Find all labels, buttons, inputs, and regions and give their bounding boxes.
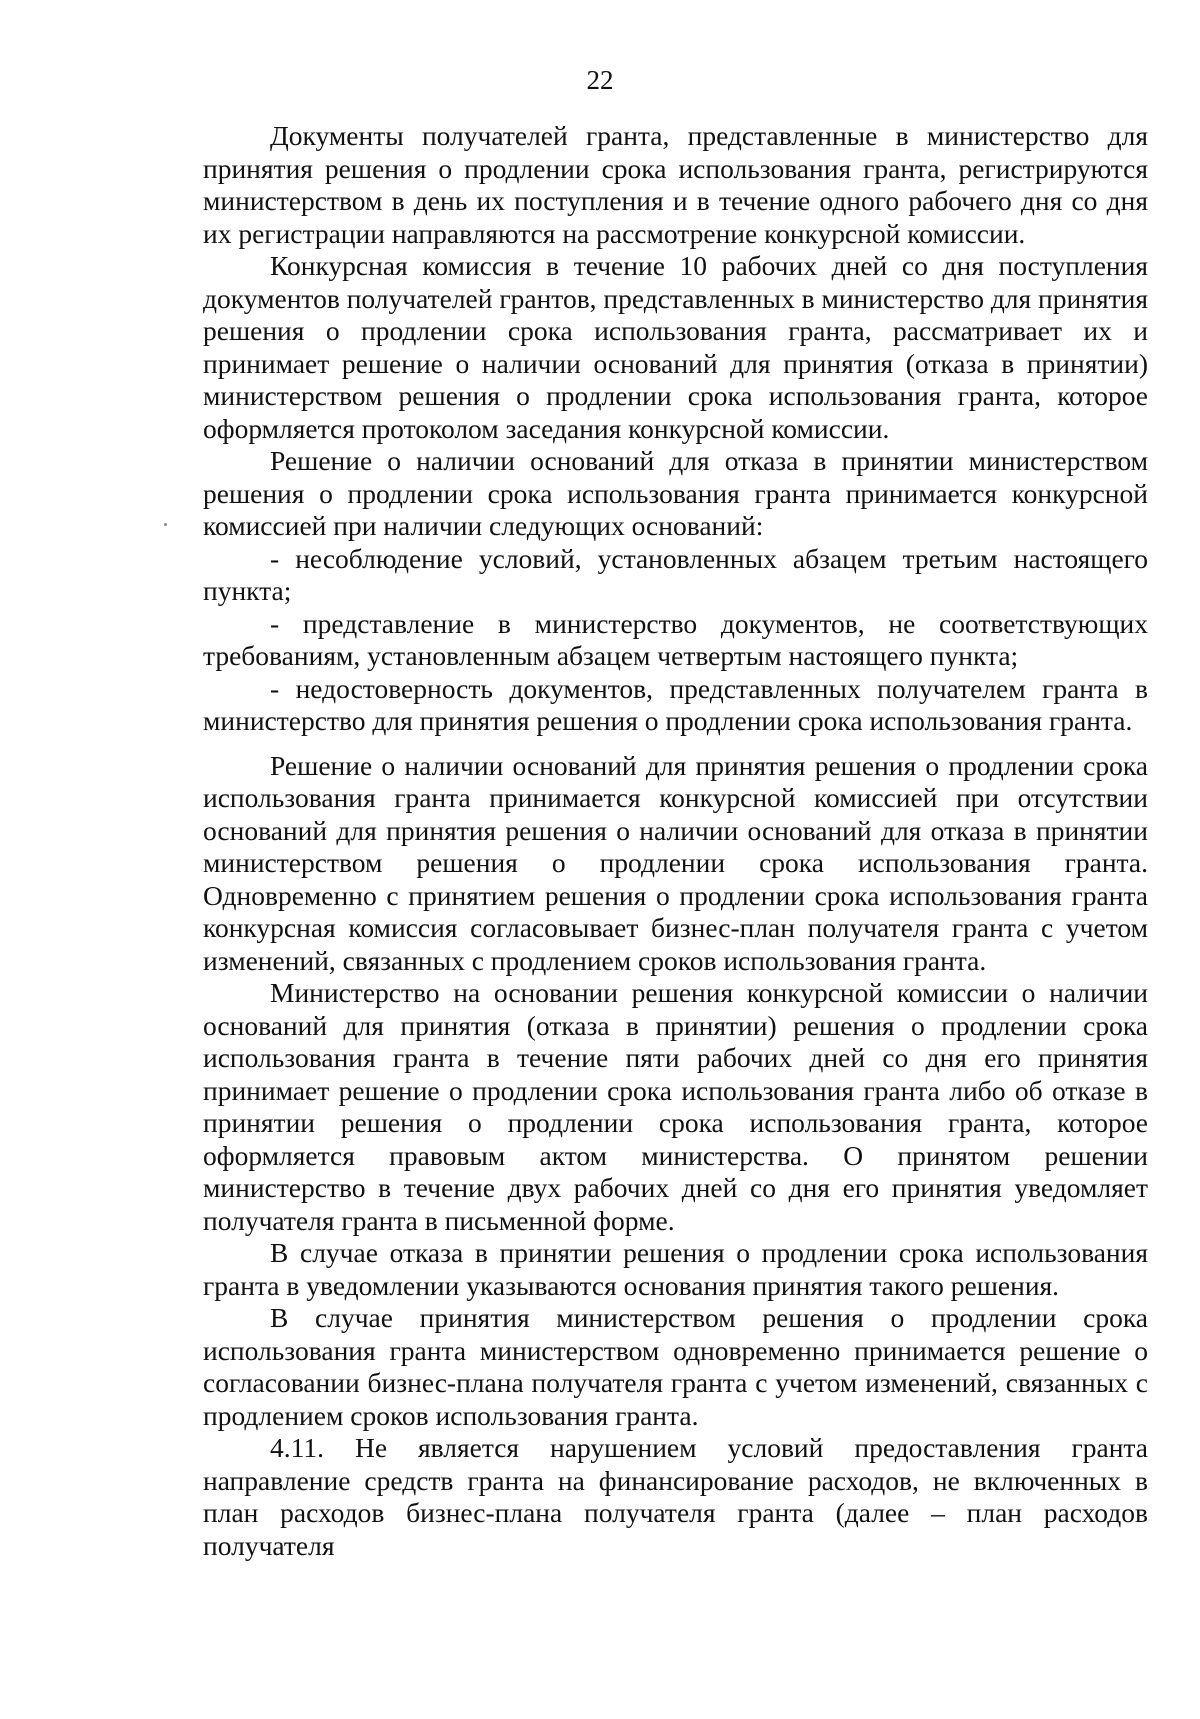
paragraph-ministry-decision: Министерство на основании решения конкурсной комиссии о наличии оснований для принятия (отказа в принятии) решения о продлении срока использования гранта в течение пяти рабочих дней со дня его принятия принимает решение о продлении срока использования гранта либо об отказе в принятии решения о продлении срока использования гранта, которое оформляется правовым актом министерства. О принятом решении министерство в течение двух рабочих дней со дня его принятия уведомляет получателя гранта в письменной форме. bbox=[203, 977, 1148, 1236]
page-number: 22 bbox=[586, 65, 614, 95]
paragraph-extension-approval: Решение о наличии оснований для принятия решения о продлении срока использования гранта принимается конкурсной комиссией при отсутствии оснований для принятия решения о наличии оснований для отказа в принятии министерством решения о продлении срока использования гранта. Одновременно с принятием решения о продлении срока использования гранта конкурсная комиссия согласовывает бизнес-план получателя гранта с учетом изменений, связанных с продлением сроков использования гранта. bbox=[203, 749, 1148, 976]
paragraph-refusal-grounds-intro: Решение о наличии оснований для отказа в принятии министерством решения о продлении срока использования гранта принимается конкурсной комиссией при наличии следующих оснований: bbox=[203, 445, 1148, 541]
paragraph-business-plan-approval: В случае принятия министерством решения о продлении срока использования гранта министерством одновременно принимается решение о согласовании бизнес-плана получателя гранта с учетом изменений, связанных с продлением сроков использования гранта. bbox=[203, 1302, 1148, 1431]
list-item-nonconforming-documents: - представление в министерство документов, не соответствующих требованиям, установленным абзацем четвертым настоящего пункта; bbox=[203, 607, 1148, 671]
list-item-noncompliance: - несоблюдение условий, установленных абзацем третьим настоящего пункта; bbox=[203, 542, 1148, 606]
list-item-unreliable-documents: - недостоверность документов, представленных получателем гранта в министерство для принятия решения о продлении срока использования гранта. bbox=[203, 672, 1148, 736]
document-body bbox=[203, 120, 1148, 1562]
paragraph-commission-review: Конкурсная комиссия в течение 10 рабочих дней со дня поступления документов получателей грантов, представленных в министерство для принятия решения о продлении срока использования гранта, рассматривает их и принимает решение о наличии оснований для принятия (отказа в принятии) министерством решения о продлении срока использования гранта, которое оформляется протоколом заседания конкурсной комиссии. bbox=[203, 250, 1148, 444]
paragraph-section-4-11: 4.11. Не является нарушением условий предоставления гранта направление средств гранта на финансирование расходов, не включенных в план расходов бизнес-плана получателя гранта (далее – план расходов получателя bbox=[203, 1432, 1148, 1561]
paragraph-documents-registration: Документы получателей гранта, представленные в министерство для принятия решения о продлении срока использования гранта, регистрируются министерством в день их поступления и в течение одного рабочего дня со дня их регистрации направляются на рассмотрение конкурсной комиссии. bbox=[203, 120, 1148, 249]
scan-speck bbox=[164, 523, 167, 526]
paragraph-refusal-notice: В случае отказа в принятии решения о продлении срока использования гранта в уведомлении указываются основания принятия такого решения. bbox=[203, 1237, 1148, 1301]
